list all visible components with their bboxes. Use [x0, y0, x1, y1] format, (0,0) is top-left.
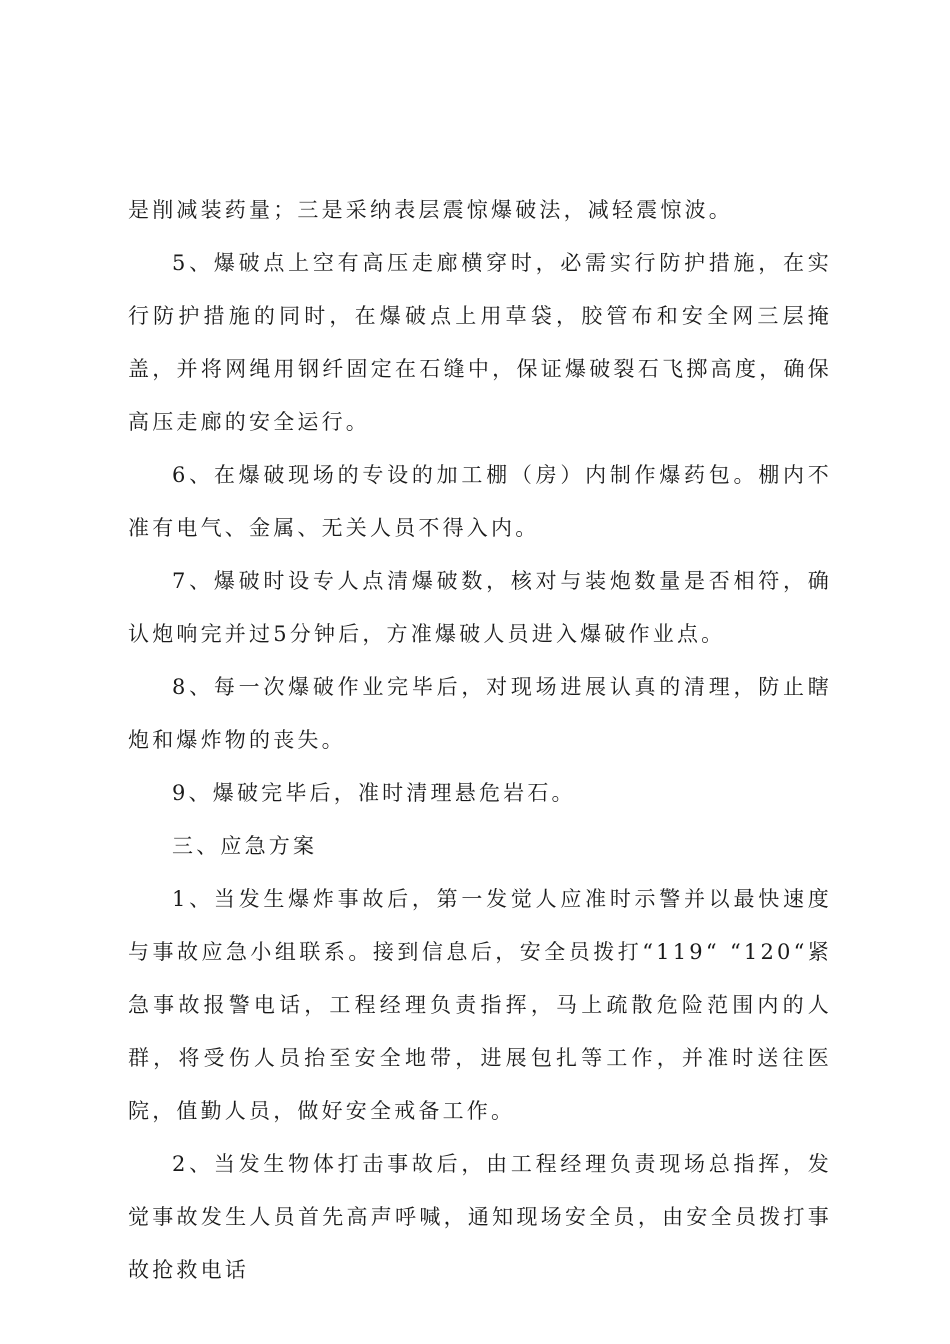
- paragraph-item-9: 9、爆破完毕后，准时清理悬危岩石。: [172, 781, 576, 805]
- paragraph-item-6: 6、在爆破现场的专设的加工棚（房）内制作爆药包。棚内不准有电气、金属、无关人员不得入内。: [128, 463, 832, 540]
- paragraph-continuation: 是削减装药量；三是采纳表层震惊爆破法，减轻震惊波。: [128, 198, 733, 222]
- section-heading: 三、应急方案: [172, 834, 318, 858]
- paragraph-item-5: 5、爆破点上空有高压走廊横穿时，必需实行防护措施，在实行防护措施的同时，在爆破点上用草袋，胶管布和安全网三层掩盖，并将网绳用钢纤固定在石缝中，保证爆破裂石飞掷高度，确保高压走廊的安全运行。: [128, 251, 832, 434]
- paragraph-emergency-2: 2、当发生物体打击事故后，由工程经理负责现场总指挥，发觉事故发生人员首先高声呼喊，通知现场安全员，由安全员拨打事故抢救电话: [128, 1152, 832, 1282]
- document-body: [128, 184, 832, 1297]
- paragraph-emergency-1: 1、当发生爆炸事故后，第一发觉人应准时示警并以最快速度与事故应急小组联系。接到信息后，安全员拨打“119“ “120“紧急事故报警电话，工程经理负责指挥，马上疏散危险范围内的人群，将受伤人员抬至安全地带，进展包扎等工作，并准时送往医院，值勤人员，做好安全戒备工作。: [128, 887, 832, 1123]
- paragraph-item-7: 7、爆破时设专人点清爆破数，核对与装炮数量是否相符，确认炮响完并过5分钟后，方准爆破人员进入爆破作业点。: [128, 569, 832, 646]
- paragraph-item-8: 8、每一次爆破作业完毕后，对现场进展认真的清理，防止瞎炮和爆炸物的丧失。: [128, 675, 832, 752]
